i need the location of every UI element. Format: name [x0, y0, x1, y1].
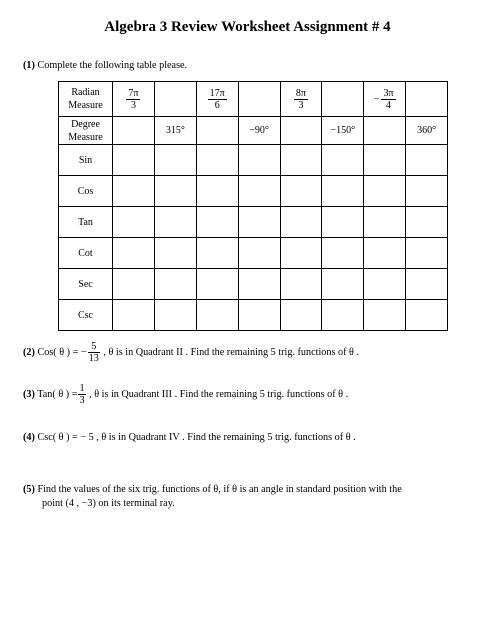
radian-fraction	[126, 88, 140, 111]
radian-denominator: 6	[214, 99, 220, 111]
function-label: Csc	[59, 300, 113, 331]
sec-row	[59, 269, 448, 300]
answer-cell	[196, 145, 238, 176]
question-4-number: (4)	[23, 432, 35, 443]
radian-negative-sign: −	[373, 93, 380, 105]
degree-cell	[196, 117, 238, 145]
question-2-numerator: 5	[88, 341, 100, 353]
question-1-text: Complete the following table please.	[37, 60, 188, 71]
radian-denominator: 3	[298, 99, 304, 111]
answer-cell	[406, 207, 448, 238]
question-3-fraction	[78, 383, 85, 406]
radian-cell	[238, 82, 280, 117]
radian-numerator: 3π	[383, 87, 394, 99]
function-label: Sin	[59, 145, 113, 176]
radian-label-line2: Measure	[68, 100, 103, 111]
answer-cell	[113, 145, 155, 176]
degree-cell: 360°	[406, 117, 448, 145]
radian-cell	[154, 82, 196, 117]
answer-cell	[364, 207, 406, 238]
answer-cell	[364, 300, 406, 331]
answer-cell	[364, 238, 406, 269]
answer-cell	[238, 176, 280, 207]
function-label: Cos	[59, 176, 113, 207]
answer-cell	[154, 300, 196, 331]
answer-cell	[154, 176, 196, 207]
answer-cell	[113, 238, 155, 269]
answer-cell	[238, 269, 280, 300]
question-4-text: Csc( θ ) = − 5 , θ is in Quadrant IV . Find the remaining 5 trig. functions of θ .	[37, 432, 356, 443]
answer-cell	[280, 207, 322, 238]
answer-cell	[364, 145, 406, 176]
radian-cell	[280, 82, 322, 117]
cos-row	[59, 176, 448, 207]
radian-cell	[113, 82, 155, 117]
degree-cell	[113, 117, 155, 145]
answer-cell	[364, 269, 406, 300]
degree-row	[59, 117, 448, 145]
worksheet-title: Algebra 3 Review Worksheet Assignment # 4	[104, 19, 391, 35]
radian-numerator: 7π	[128, 87, 139, 99]
answer-cell	[322, 176, 364, 207]
question-2-fraction	[88, 341, 100, 364]
question-3	[23, 383, 348, 406]
csc-row	[59, 300, 448, 331]
radian-cell	[364, 82, 406, 117]
degree-label-line2: Measure	[68, 131, 103, 143]
function-label: Sec	[59, 269, 113, 300]
degree-cell: −90°	[238, 117, 280, 145]
question-2	[23, 341, 359, 364]
question-1-number: (1)	[23, 60, 35, 71]
question-3-text: , θ is in Quadrant III . Find the remaining 5 trig. functions of θ .	[89, 388, 349, 400]
answer-cell	[322, 145, 364, 176]
answer-cell	[238, 238, 280, 269]
question-3-numerator: 1	[79, 383, 85, 394]
answer-cell	[196, 269, 238, 300]
answer-cell	[238, 145, 280, 176]
radian-numerator: 8π	[295, 87, 306, 99]
radian-label-line1: Radian	[71, 87, 100, 98]
sin-row	[59, 145, 448, 176]
radian-cell	[322, 82, 364, 117]
radian-fraction	[294, 88, 308, 111]
answer-cell	[322, 269, 364, 300]
answer-cell	[322, 207, 364, 238]
answer-cell	[154, 269, 196, 300]
answer-cell	[406, 300, 448, 331]
question-1	[23, 60, 187, 72]
answer-cell	[196, 207, 238, 238]
question-4	[23, 432, 356, 444]
answer-cell	[196, 238, 238, 269]
radian-denominator: 3	[130, 99, 136, 111]
answer-cell	[238, 300, 280, 331]
question-2-denominator: 13	[88, 353, 99, 364]
answer-cell	[113, 176, 155, 207]
cot-row	[59, 238, 448, 269]
answer-cell	[364, 176, 406, 207]
answer-cell	[196, 176, 238, 207]
function-label: Cot	[59, 238, 113, 269]
answer-cell	[113, 300, 155, 331]
tan-row	[59, 207, 448, 238]
question-2-prefix: Cos( θ ) = −	[37, 346, 87, 358]
trig-table	[58, 81, 448, 331]
answer-cell	[280, 300, 322, 331]
radian-measure-header	[59, 82, 113, 117]
question-2-text: , θ is in Quadrant II . Find the remaining 5 trig. functions of θ .	[103, 346, 360, 358]
answer-cell	[406, 145, 448, 176]
answer-cell	[154, 207, 196, 238]
radian-numerator: 17π	[209, 87, 225, 99]
degree-measure-header	[59, 117, 113, 145]
answer-cell	[280, 145, 322, 176]
answer-cell	[154, 238, 196, 269]
answer-cell	[406, 238, 448, 269]
answer-cell	[154, 145, 196, 176]
answer-cell	[113, 207, 155, 238]
answer-cell	[406, 176, 448, 207]
radian-cell	[196, 82, 238, 117]
degree-cell	[364, 117, 406, 145]
question-5-continued: point (4 , −3) on its terminal ray.	[42, 498, 175, 509]
answer-cell	[280, 176, 322, 207]
answer-cell	[322, 238, 364, 269]
answer-cell	[280, 238, 322, 269]
degree-label-line1: Degree	[71, 118, 100, 130]
question-3-prefix: Tan( θ ) =	[37, 388, 78, 400]
question-5	[23, 484, 402, 496]
question-5-line1: Find the values of the six trig. functions of θ, if θ is an angle in standard position with the	[37, 484, 402, 495]
radian-row	[59, 82, 448, 117]
degree-cell: 315°	[154, 117, 196, 145]
radian-cell	[406, 82, 448, 117]
radian-fraction	[381, 88, 395, 111]
answer-cell	[280, 269, 322, 300]
radian-denominator: 4	[386, 99, 391, 111]
answer-cell	[322, 300, 364, 331]
answer-cell	[196, 300, 238, 331]
question-5-number: (5)	[23, 484, 35, 495]
degree-cell: −150°	[322, 117, 364, 145]
answer-cell	[113, 269, 155, 300]
function-label: Tan	[59, 207, 113, 238]
question-2-number: (2)	[23, 346, 35, 358]
degree-cell	[280, 117, 322, 145]
answer-cell	[406, 269, 448, 300]
question-3-number: (3)	[23, 388, 35, 400]
question-3-denominator: 3	[79, 395, 85, 406]
answer-cell	[238, 207, 280, 238]
radian-fraction	[208, 88, 227, 111]
